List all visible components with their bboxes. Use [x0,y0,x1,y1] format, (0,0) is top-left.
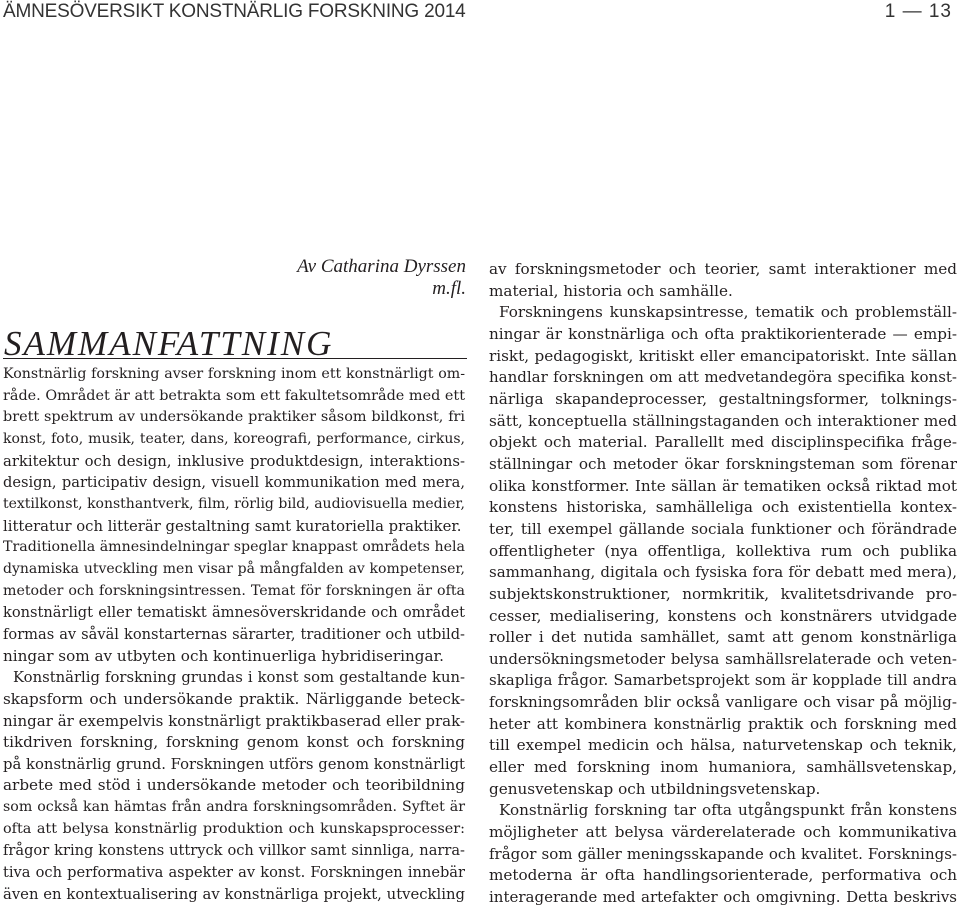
right-column [489,259,957,909]
text-line: formas av såväl konstarternas särarter, traditioner och utbild- [3,625,465,643]
text-line: Konstnärlig forskning avser forskning inom ett konstnärligt om- [3,366,465,382]
text-line: handlar forskningen om att medvetandegöra specifika konst- [489,368,957,387]
text-line: material, historia och samhälle. [489,281,733,300]
text-line: Konstnärlig forskning grundas i konst som gestaltande kun- [13,669,465,687]
text-line: även en kontextualisering av konstnärliga projekt, utveckling [3,885,465,903]
text-line: frågor som gäller meningsskapande och kvalitet. Forsknings- [489,844,957,863]
text-line: ningar är konstnärliga och ofta praktikorienterade — empi- [489,324,957,343]
text-line: tiva och performativa aspekter av konst. Forskningen innebär [3,864,465,882]
text-line: objekt och material. Parallellt med disciplinspecifika fråge- [489,433,957,452]
running-title: ÄMNESÖVERSIKT KONSTNÄRLIG FORSKNING 2014 [3,1,466,22]
text-line: genusvetenskap och utbildningsvetenskap. [489,779,821,798]
text-line: Forskningens kunskapsintresse, tematik och problemställ- [499,303,957,322]
text-line: Konstnärlig forskning tar ofta utgångspunkt från konstens [499,801,957,820]
text-line: metoder och forskningsintressen. Temat för forskningen är ofta [3,582,465,599]
text-line: heter att kombinera konstnärlig praktik och forskning med [489,714,957,733]
text-line: cesser, medialisering, konstens och konstnärers utvidgade [489,606,957,625]
running-header [3,0,960,26]
section-heading: SAMMANFATTNING [4,324,334,363]
text-line: Traditionella ämnesindelningar speglar knappast områdets hela [3,539,465,556]
text-line: arbete med stöd i undersökande metoder och teoribildning [3,776,465,795]
text-line: ter, till exempel gällande sociala funktioner och förändrade [489,519,957,538]
text-line: konst, foto, musik, teater, dans, koreografi, performance, cirkus, [3,430,465,447]
text-line: riskt, pedagogiskt, kritiskt eller emancipatoriskt. Inte sällan [489,346,957,365]
text-line: litteratur och litterär gestaltning samt kuratoriella praktiker. [3,517,462,535]
text-line: frågor kring konstens uttryck och villkor samt sinnliga, narra- [3,842,465,860]
text-line: konstens historiska, samhälleliga och existentiella kontex- [489,498,957,517]
text-line: subjektskonstruktioner, normkritik, kvalitetsdrivande pro- [489,584,957,603]
text-line: olika konstformer. Inte sällan är tematiken också riktad mot [489,476,957,495]
page-number: 1 — 13 [884,1,952,22]
text-line: offentligheter (nya offentliga, kollektiva rum och publika [489,541,957,560]
text-line: till exempel medicin och hälsa, naturvetenskap och teknik, [489,736,957,755]
text-line: metoderna är ofta handlingsorienterade, performativa och [489,866,957,885]
text-line: forskningsområden blir också vanligare och visar på möjlig- [489,693,957,712]
text-line: sammanhang, digitala och fysiska fora för debatt med mera), [489,563,957,582]
text-line: konstnärligt eller tematiskt ämnesöverskridande och området [3,604,465,622]
text-line: råde. Området är att betrakta som ett fakultetsområde med ett [3,387,465,404]
text-line: möjligheter att belysa värderelaterade och kommunikativa [489,823,957,842]
text-line: av forskningsmetoder och teorier, samt interaktioner med [489,260,957,278]
text-line: på konstnärlig grund. Forskningen utförs genom konstnärligt [3,755,465,773]
text-line: skapsform och undersökande praktik. Närliggande beteck- [3,689,465,708]
text-line: som också kan hämtas från andra forskningsområden. Syftet är [3,799,465,816]
left-column [3,364,465,905]
text-line: interagerande med artefakter och omgivning. Detta beskrivs [489,888,957,907]
text-line: roller i det nutida samhället, samt att genom konstnärliga [489,628,957,647]
text-line: sätt, konceptuella ställningstaganden och interaktioner med [489,411,957,430]
text-line: ställningar och metoder ökar forskningsteman som förenar [489,454,957,473]
text-line: ningar är exempelvis konstnärligt praktikbaserad eller prak- [3,711,465,730]
text-line: närliga skapandeprocesser, gestaltningsformer, tolknings- [489,389,957,408]
author-line: Av Catharina Dyrssen m.fl. [297,256,466,299]
text-line: eller med forskning inom humaniora, samhällsvetenskap, [489,758,957,777]
text-line: design, participativ design, visuell kommunikation med mera, [3,474,465,492]
text-line: ofta att belysa konstnärlig produktion och kunskapsprocesser: [3,820,465,837]
text-line: tikdriven forskning, forskning genom konst och forskning [3,733,465,752]
text-line: textilkonst, konsthantverk, film, rörlig bild, audiovisuella medier, [3,495,465,512]
text-line: brett spektrum av undersökande praktiker såsom bildkonst, fri [3,409,465,426]
text-line: ningar som av utbyten och kontinuerliga hybridiseringar. [3,646,444,665]
text-line: undersökningsmetoder belysa samhällsrelaterade och veten- [489,649,957,668]
text-line: arkitektur och design, inklusive produktdesign, interaktions- [3,452,465,470]
text-line: dynamiska utveckling men visar på mångfalden av kompetenser, [3,560,465,577]
heading-rule [3,358,467,359]
text-line: skapliga frågor. Samarbetsprojekt som är kopplade till andra [489,671,957,690]
